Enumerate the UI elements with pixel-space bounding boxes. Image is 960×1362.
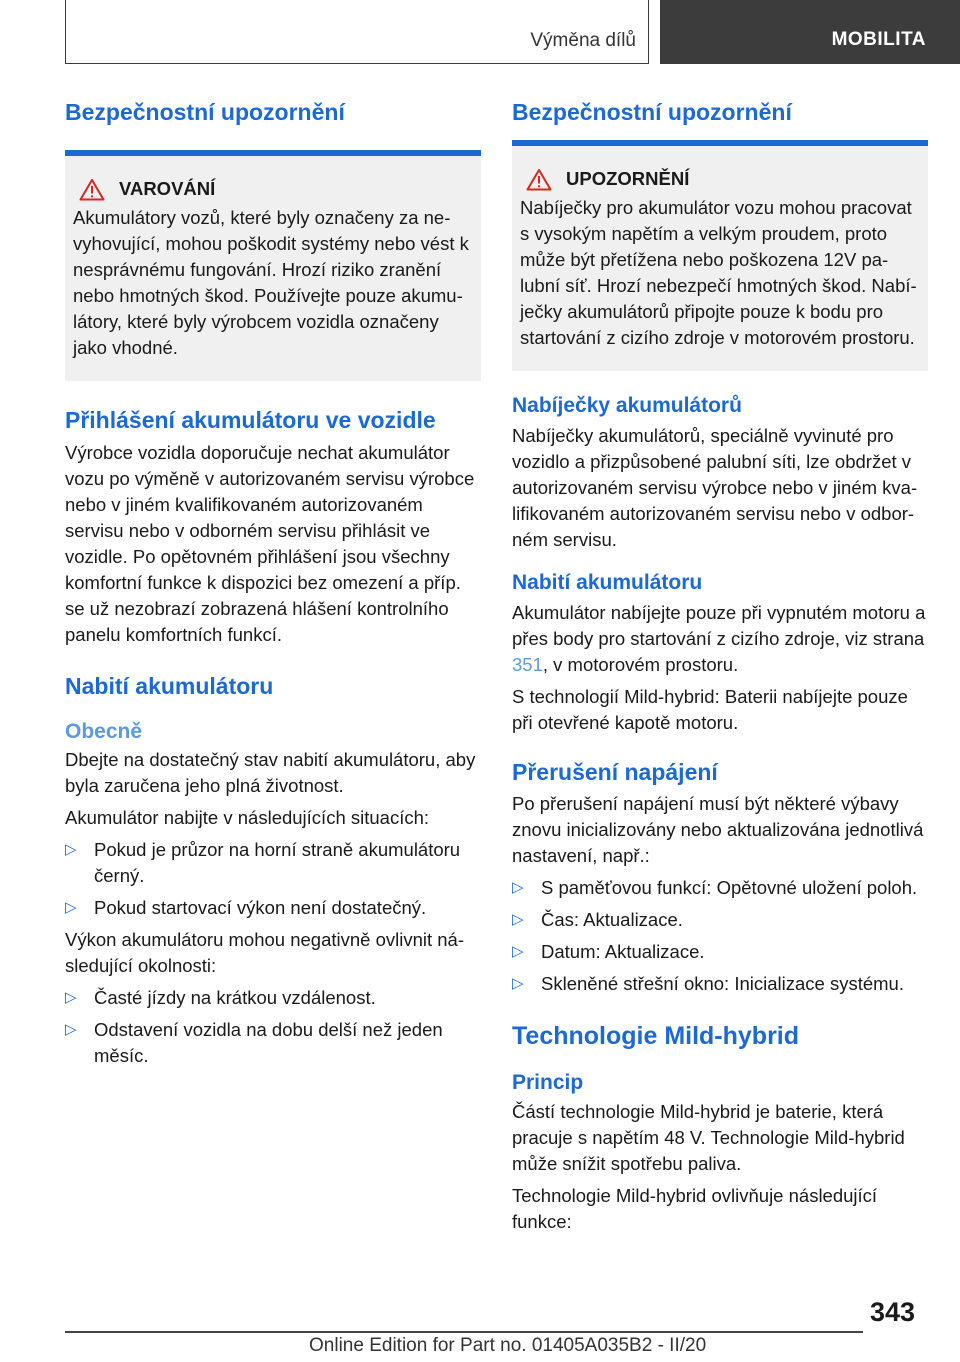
list-item: ▷ Čas: Aktualizace. [512,907,928,933]
caution-text: Nabíječky pro akumulátor vozu mohou pracovat s vysokým napětím a velkým proudem, proto může být přetížena nebo poškozena 12V palubní síť. Hrozí nebezpečí hmotných škod. Nabíječky akumulátorů připojte pouze k bodu pro startování z cizího zdroje v motorovém prostoru. [520,196,917,348]
right-heading-safety: Bezpečnostní upozornění [512,99,792,125]
right-heading-chargers: Nabíječky akumulátorů [512,393,742,417]
caution-label: UPOZORNĚNÍ [566,168,690,190]
list-item: ▷ Datum: Aktualizace. [512,939,928,965]
caution-callout [512,140,928,371]
list-item: ▷ Skleněné střešní okno: Inicializace systému. [512,971,928,997]
list-item: ▷ Pokud je průzor na horní straně akumulátoru černý. [65,838,461,886]
footer-divider [65,1331,863,1333]
left-heading-general: Obecně [65,719,143,743]
chargers-paragraph: Nabíječky akumulátorů, speciálně vyvinuté pro vozidlo a přizpůsobené palubní síti, lze obdržet v autorizovaném servisu výrobce nebo v jiném kvalifikovaném autorizovaném servisu nebo v odborném servisu. [512,425,918,550]
interrupt-paragraph: Po přerušení napájení musí být některé výbavy znovu inicializovány nebo aktualizována jednotlivá nastavení, např.: [512,793,924,866]
affect-list [65,985,481,1069]
charge-when-paragraph: Akumulátor nabijte v následujících situacích: [65,806,430,828]
header-chapter-tab [660,0,960,64]
right-heading-charging: Nabití akumulátoru [512,571,703,594]
general-paragraph: Dbejte na dostatečný stav nabití akumulátoru, aby byla zaručena jeho plná životnost. [65,748,476,796]
register-paragraph: Výrobce vozidla doporučuje nechat akumulátor vozu po výměně v autorizovaném servisu výrobce nebo v jiném kvalifikovaném autorizovaném servisu nebo v odborném servisu přihlásit ve vozidle. Po opětovném přihlášení jsou všechny komfortní funkce k dispozici bez omezení a příp. se už nezobrazí zobrazená hlášení kontrolního panelu komfortních funkcí. [65,441,475,645]
header-section-box [65,0,649,64]
warning-text: Akumulátory vozů, které byly označeny za nevyhovující, mohou poškodit systémy nebo vést k nesprávnému fungování. Hrozí riziko zranění nebo hmotných škod. Používejte pouze akumulátory, které byly výrobcem vozidla označeny jako vhodné. [73,206,469,358]
charge-paragraph: Akumulátor nabíjejte pouze při vypnutém motoru a přes body pro startování z cizího zdroje, viz strana 351, v motorovém prostoru. [512,602,926,676]
list-item: ▷ Pokud startovací výkon není dostatečný. [65,895,481,921]
interrupt-list [512,875,928,997]
caution-header [522,168,920,191]
warning-header [75,178,473,201]
bullet-triangle-icon: ▷ [65,988,77,1006]
right-heading-interrupt: Přerušení napájení [512,759,718,786]
page-number: 343 [870,1297,916,1327]
bullet-triangle-icon: ▷ [65,840,77,858]
bullet-triangle-icon: ▷ [65,898,77,916]
warning-label: VAROVÁNÍ [119,178,216,200]
header-section-title: Výměna dílů [530,30,636,51]
right-heading-principle: Princip [512,1071,584,1095]
left-heading-charging: Nabití akumulátoru [65,672,274,699]
right-heading-tech: Technologie Mild-hybrid [512,1022,800,1050]
affect-paragraph: Výkon akumulátoru mohou negativně ovlivnit následující okolnosti: [65,928,465,976]
bullet-triangle-icon: ▷ [512,943,524,960]
warning-triangle-icon [79,178,105,201]
bullet-triangle-icon: ▷ [65,1020,77,1038]
charge-situations-list [65,837,481,921]
warning-callout [65,150,481,381]
list-item: ▷ Časté jízdy na krátkou vzdálenost. [65,985,481,1011]
affects-paragraph: Technologie Mild-hybrid ovlivňuje následující funkce: [512,1184,878,1232]
bullet-triangle-icon: ▷ [512,911,524,928]
mild-hybrid-charge-paragraph: S technologií Mild-hybrid: Baterii nabíjejte pouze při otevřené kapotě motoru. [512,686,908,734]
right-column [512,98,928,1235]
left-heading-safety: Bezpečnostní upozornění [65,99,345,125]
left-heading-register: Přihlášení akumulátoru ve vozidle [65,406,436,433]
bullet-triangle-icon: ▷ [512,879,524,896]
list-item: ▷ Odstavení vozidla na dobu delší než jeden měsíc. [65,1018,443,1066]
list-item: ▷ S paměťovou funkcí: Opětovné uložení poloh. [512,875,928,901]
footer-edition: Online Edition for Part no. 01405A035B2 - II/20 [309,1335,707,1356]
principle-paragraph: Částí technologie Mild-hybrid je baterie, která pracuje s napětím 48 V. Technologie Mild-hybrid může snížit spotřebu paliva. [512,1100,905,1174]
bullet-triangle-icon: ▷ [512,975,524,992]
left-column [65,98,481,1069]
header-chapter-title: MOBILITA [831,29,926,50]
caution-triangle-icon [526,168,552,191]
page-reference-link[interactable]: 351 [512,654,543,676]
